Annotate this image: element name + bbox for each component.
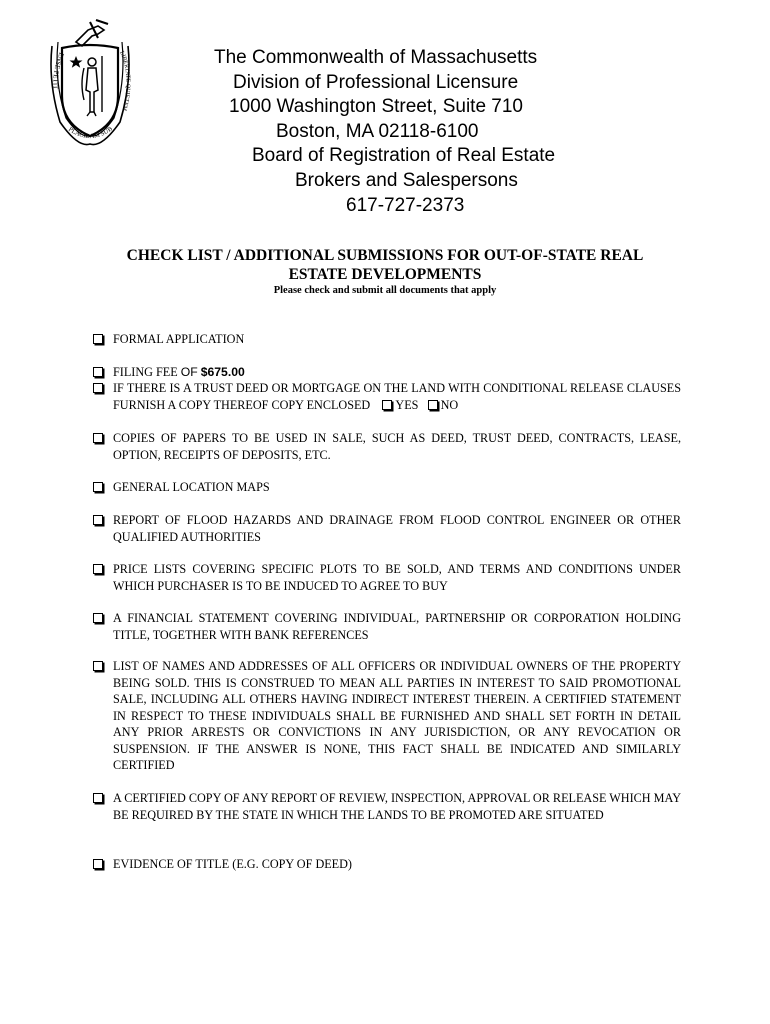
header-line-phone: 617-727-2373 xyxy=(346,194,465,216)
header-line-board: Board of Registration of Real Estate xyxy=(252,145,556,167)
item-label-trust-deed xyxy=(113,380,681,413)
agency-header xyxy=(200,46,570,218)
checkbox-price-lists[interactable] xyxy=(93,564,103,574)
filing-fee-label: FILING FEE xyxy=(113,365,178,379)
trust-deed-text: IF THERE IS A TRUST DEED OR MORTGAGE ON THE LAND WITH CONDITIONAL RELEASE CLAUSES FURNISH A COPY THEREOF COPY ENCLOSED xyxy=(113,381,681,412)
filing-fee-amount: $675.00 xyxy=(200,365,245,379)
list-item-officers-list xyxy=(93,658,681,774)
header-line-city: Boston, MA 02118-6100 xyxy=(276,120,479,142)
item-label-formal-application: FORMAL APPLICATION xyxy=(113,332,245,346)
header-line-brokers: Brokers and Salespersons xyxy=(295,169,518,191)
checkbox-trust-deed[interactable] xyxy=(93,383,103,393)
filing-fee-of: OF xyxy=(180,365,198,379)
page-title xyxy=(90,246,680,284)
checkbox-officers-list[interactable] xyxy=(93,661,103,671)
item-label-flood-report: REPORT OF FLOOD HAZARDS AND DRAINAGE FROM FLOOD CONTROL ENGINEER OR OTHER QUALIFIED AUTHORITIES xyxy=(113,513,681,544)
list-item-financial-statement xyxy=(93,610,681,643)
list-item-formal-application xyxy=(93,331,681,348)
svg-text:ENSE PETIT xyxy=(51,51,65,90)
item-label-certified-copy: A CERTIFIED COPY OF ANY REPORT OF REVIEW, INSPECTION, APPROVAL OR RELEASE WHICH MAY BE REQUIRED BY THE STATE IN WHICH THE LANDS TO BE PROMOTED ARE SITUATED xyxy=(113,791,681,822)
item-label-filing-fee xyxy=(113,364,681,381)
header-line-commonwealth: The Commonwealth of Massachusetts xyxy=(214,47,538,68)
list-item-certified-copy xyxy=(93,790,681,823)
checkbox-filing-fee[interactable] xyxy=(93,367,103,377)
seal-motto-bottom: PLACIDAM SUB xyxy=(66,125,114,141)
seal-motto-right: LIBERTATE QUIETEM xyxy=(118,50,131,112)
page-subtitle: Please check and submit all documents that apply xyxy=(273,285,497,296)
header-line-street: 1000 Washington Street, Suite 710 xyxy=(229,96,523,118)
list-item-trust-deed xyxy=(93,380,681,413)
title-line-1: CHECK LIST / ADDITIONAL SUBMISSIONS FOR OUT-OF-STATE REAL xyxy=(126,247,644,264)
list-item-flood-report xyxy=(93,512,681,545)
no-label: NO xyxy=(440,397,459,412)
list-item-location-maps xyxy=(93,479,681,496)
item-label-copies-of-papers: COPIES OF PAPERS TO BE USED IN SALE, SUCH AS DEED, TRUST DEED, CONTRACTS, LEASE, OPTION, RECEIPTS OF DEPOSITS, ETC. xyxy=(113,431,681,462)
checkbox-financial-statement[interactable] xyxy=(93,613,103,623)
list-item-price-lists xyxy=(93,561,681,594)
item-label-location-maps: GENERAL LOCATION MAPS xyxy=(113,480,270,494)
title-line-2: ESTATE DEVELOPMENTS xyxy=(288,266,482,283)
checkbox-formal-application[interactable] xyxy=(93,334,103,344)
checkbox-copies-of-papers[interactable] xyxy=(93,433,103,443)
item-label-officers-list: LIST OF NAMES AND ADDRESSES OF ALL OFFICERS OR INDIVIDUAL OWNERS OF THE PROPERTY BEING SOLD. THIS IS CONSTRUED TO MEAN ALL PARTIES IN INTEREST TO SAID PROMOTIONAL SALE, INCLUDING ALL OTHERS HAVING INDIRECT INTEREST THEREIN. A CERTIFIED STATEMENT IN RESPECT TO THESE INDIVIDUALS SHALL BE FURNISHED AND SHALL SET FORTH IN DETAIL ANY PRIOR ARRESTS OR CONVICTIONS IN ANY JURISDICTION, OR ANY REVOCATION OR SUSPENSION. IF THE ANSWER IS NONE, THIS FACT SHALL BE INDICATED AND SIMILARLY CERTIFIED xyxy=(113,659,681,772)
list-item-filing-fee xyxy=(93,364,681,381)
list-item-copies-of-papers xyxy=(93,430,681,463)
list-item-evidence-of-title xyxy=(93,856,681,873)
checkbox-certified-copy[interactable] xyxy=(93,793,103,803)
checkbox-yes[interactable] xyxy=(382,400,392,410)
item-label-evidence-of-title: EVIDENCE OF TITLE (E.G. COPY OF DEED) xyxy=(113,857,352,871)
item-label-price-lists: PRICE LISTS COVERING SPECIFIC PLOTS TO BE SOLD, AND TERMS AND CONDITIONS UNDER WHICH PURCHASER IS TO BE INDUCED TO AGREE TO BUY xyxy=(113,562,681,593)
yes-label: YES xyxy=(395,397,419,412)
massachusetts-seal-icon xyxy=(38,12,142,152)
item-label-financial-statement: A FINANCIAL STATEMENT COVERING INDIVIDUAL, PARTNERSHIP OR CORPORATION HOLDING TITLE, TOGETHER WITH BANK REFERENCES xyxy=(113,611,681,642)
checkbox-flood-report[interactable] xyxy=(93,515,103,525)
seal-motto-left: ENSE PETIT xyxy=(51,51,66,90)
checkbox-evidence-of-title[interactable] xyxy=(93,859,103,869)
header-line-division: Division of Professional Licensure xyxy=(233,71,519,93)
checkbox-location-maps[interactable] xyxy=(93,482,103,492)
checkbox-no[interactable] xyxy=(428,400,438,410)
